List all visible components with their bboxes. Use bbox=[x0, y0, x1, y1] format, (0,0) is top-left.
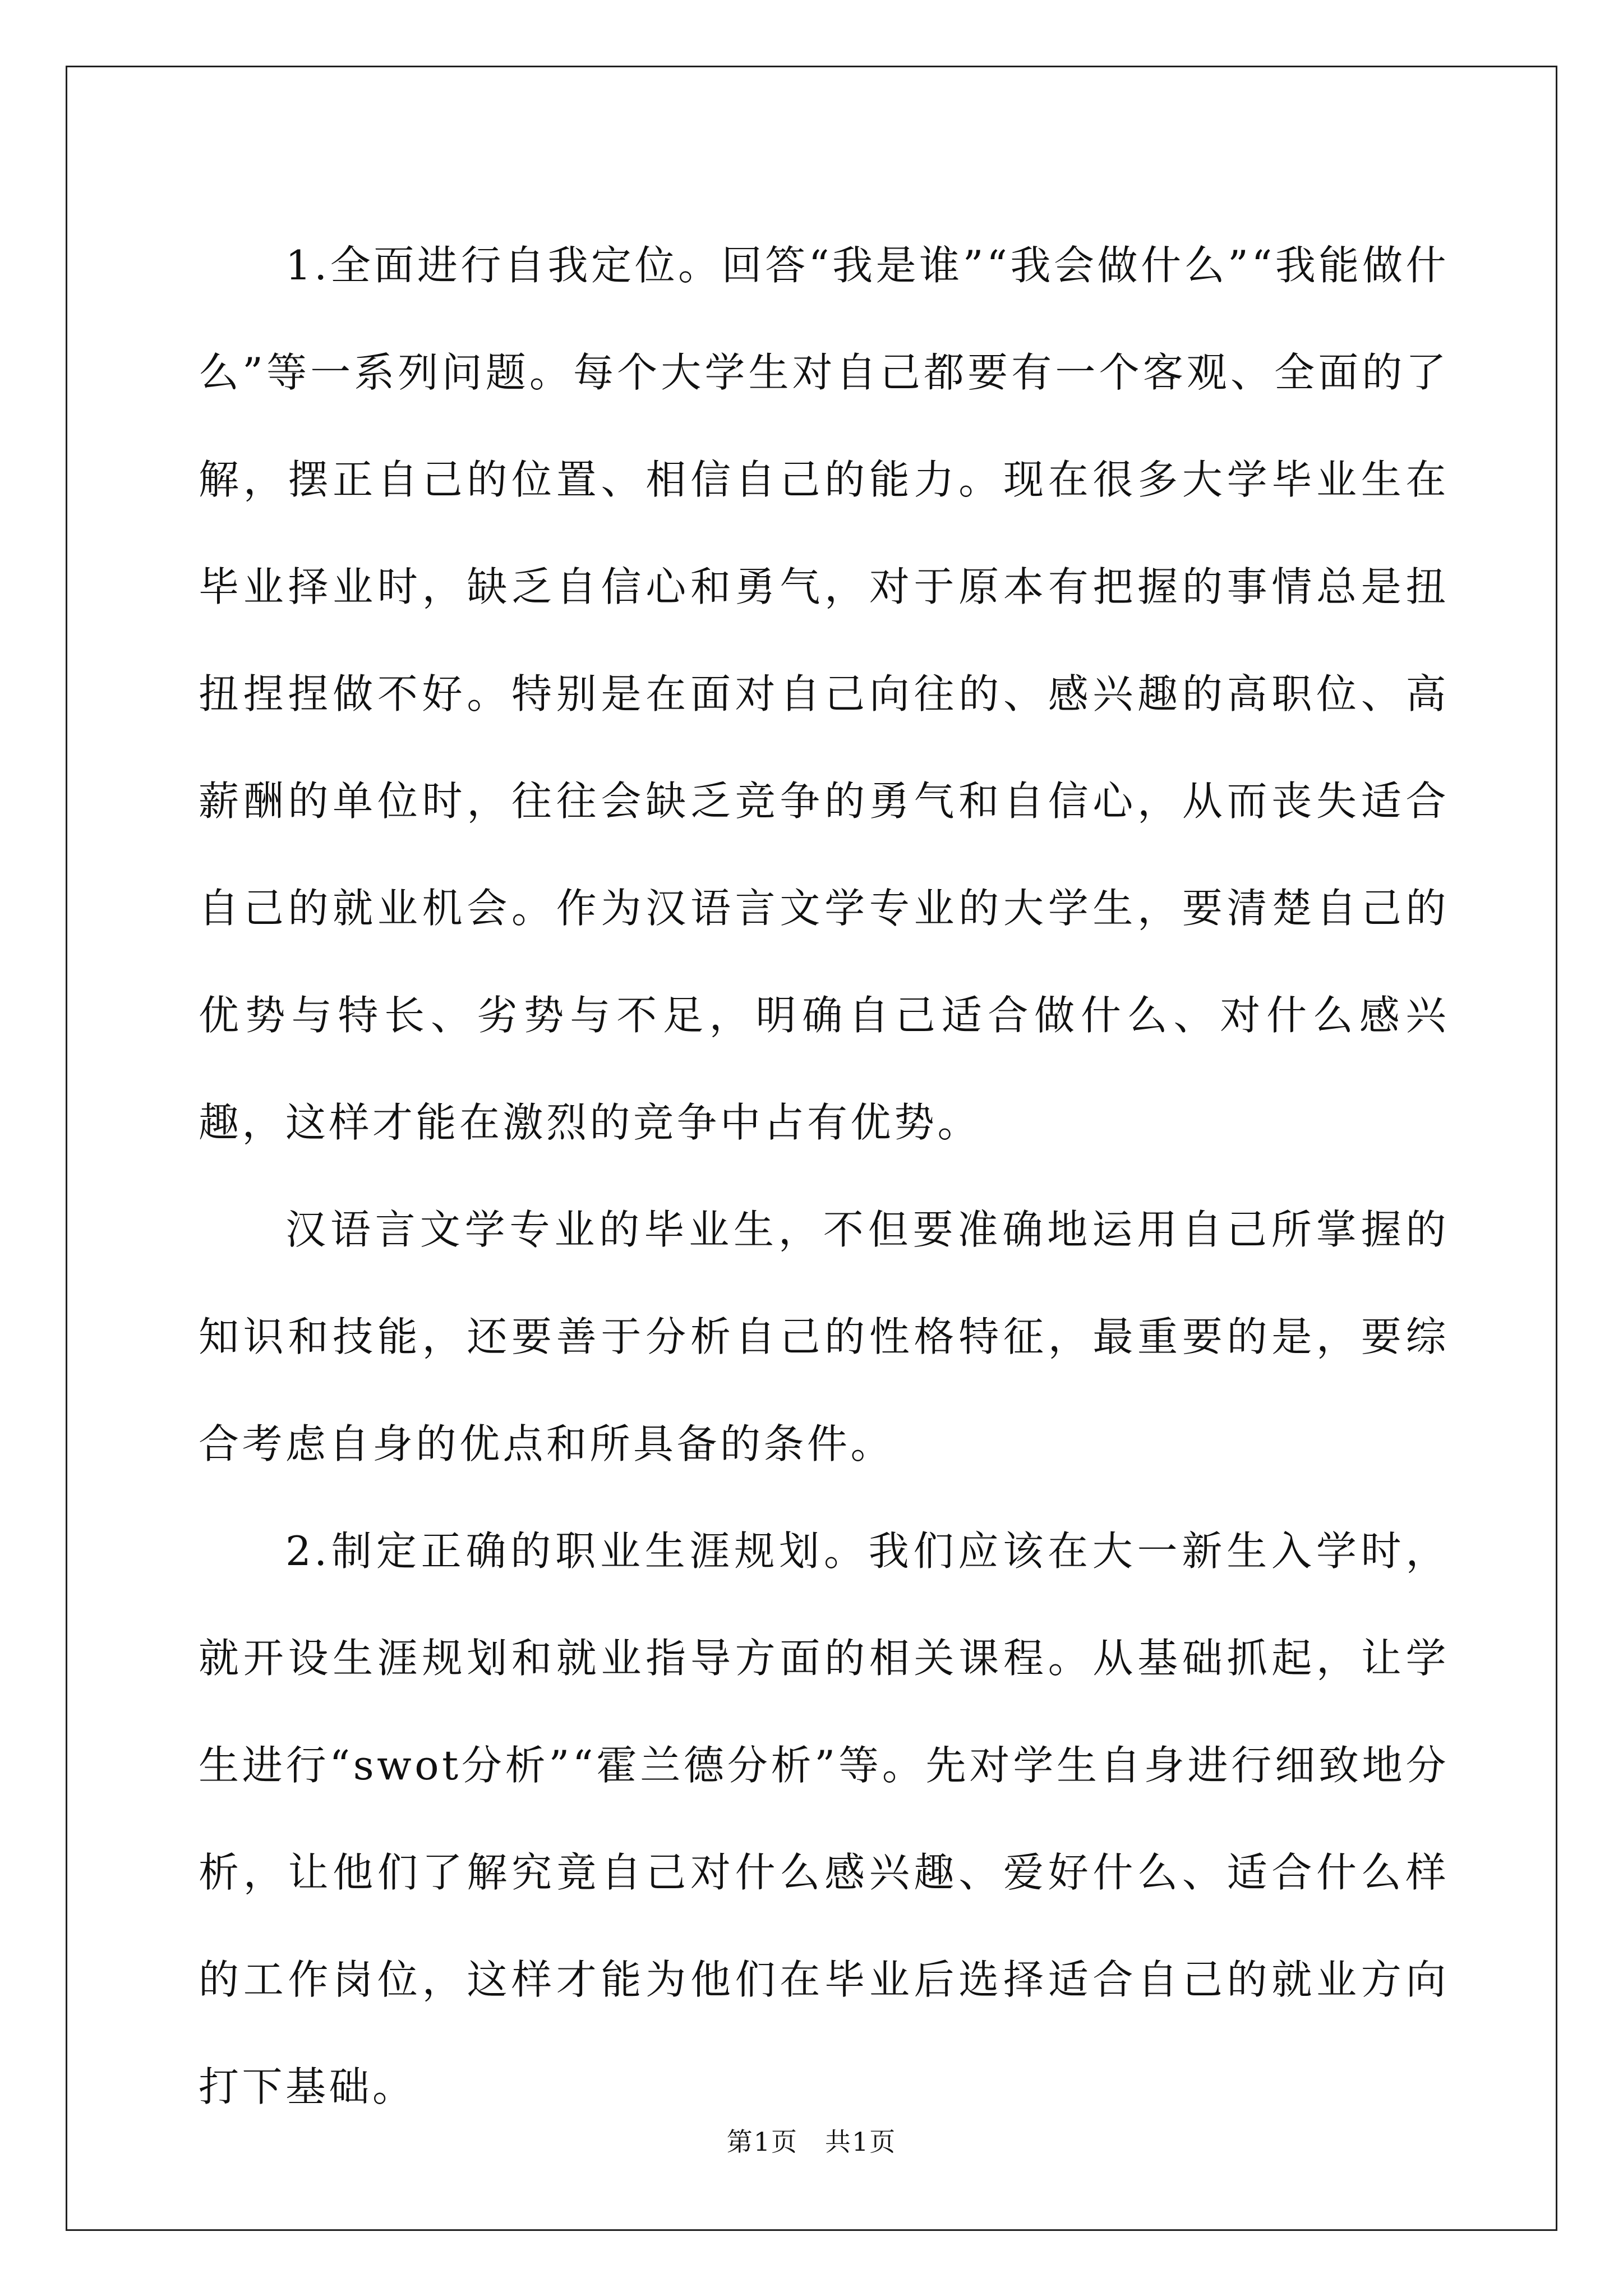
paragraph-career-planning: 2.制定正确的职业生涯规划。我们应该在大一新生入学时，就开设生涯规划和就业指导方面的相关课程。从基础抓起，让学生进行“swot分析”“霍兰德分析”等。先对学生自身进行细致地分析，让他们了解究竟自己对什么感兴趣、爱好什么、适合什么样的工作岗位，这样才能为他们在毕业后选择适合自己的就业方向打下基础。 bbox=[199, 1527, 1449, 2110]
document-body bbox=[199, 212, 1449, 2141]
paragraph-graduate-skills: 汉语言文学专业的毕业生，不但要准确地运用自己所掌握的知识和技能，还要善于分析自己的性格特征，最重要的是，要综合考虑自身的优点和所具备的条件。 bbox=[199, 1206, 1449, 1467]
paragraph-self-positioning: 1.全面进行自我定位。回答“我是谁”“我会做什么”“我能做什么”等一系列问题。每个大学生对自己都要有一个客观、全面的了解，摆正自己的位置、相信自己的能力。现在很多大学毕业生在毕业择业时，缺乏自信心和勇气，对于原本有把握的事情总是扭扭捏捏做不好。特别是在面对自己向往的、感兴趣的高职位、高薪酬的单位时，往往会缺乏竞争的勇气和自信心，从而丧失适合自己的就业机会。作为汉语言文学专业的大学生，要清楚自己的优势与特长、劣势与不足，明确自己适合做什么、对什么感兴趣，这样才能在激烈的竞争中占有优势。 bbox=[199, 242, 1449, 1146]
page-footer: 第1页 共1页 bbox=[726, 2127, 897, 2157]
